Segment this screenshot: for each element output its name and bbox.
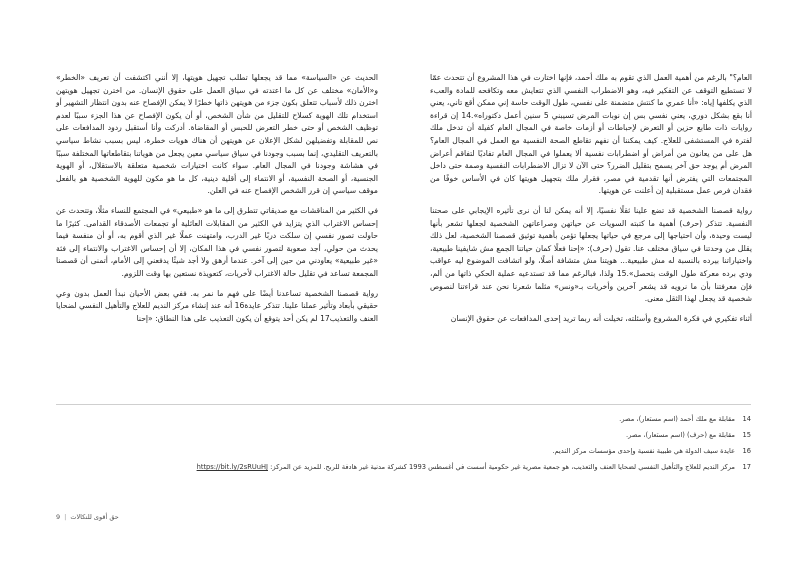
footnote-text: مقابلة مع ملك أحمد (اسم مستعار)، مصر. <box>619 415 735 423</box>
footer-separator: | <box>64 513 67 521</box>
footnote-divider <box>56 404 751 405</box>
right-text-column <box>430 72 752 332</box>
footnote-number: 14 <box>742 415 751 423</box>
footnote-item <box>56 446 751 456</box>
page-footer <box>56 513 119 521</box>
footnote-link[interactable]: https://bit.ly/2sRUuHJ <box>196 463 268 471</box>
footnote-text-body: مركز النديم للعلاج والتأهيل النفسي لضحايا العنف والتعذيب، هو جمعية مصرية غير حكومية أسست في أغسطس 1993 كشركة مدنية غير هادفة للربح. للمزيد عن المركز: <box>270 463 735 471</box>
footnote-text: مقابلة مع (حرف) (اسم مستعار)، مصر. <box>626 431 735 439</box>
footer-title: حق أقوى للنكالات <box>70 513 119 521</box>
page-number: 9 <box>56 513 61 521</box>
paragraph: العام؟" بالرغم من أهمية العمل الذي تقوم به ملك أحمد، فإنها اختارت في هذا المشروع أن تتحدث عمّا لا تستطيع التوقف عن التفكير فيه، وهو الاضطراب النفسي الذي تتعايش معه وتكافحه للمادة والعبء الذي يكلفها إياه: «أنا عمري ما كنتش متضمنة على نفسي، طول الوقت حاسة إني ممكن أقع تاني، يعني أنا بقع بشكل دوري، يعني نفسي بس إن نوبات المرض تسيبني 5 سنين أعمل دكتوراه».14 إن قراءة روايات ذات طابع حزين أو التعرض لإحباطات أو أزمات خاصة في المجال العام كفيلة أن تدخل ملك لفترة في المستشفى للعلاج. كيف يمكننا أن نفهم تقاطع الصحة النفسية مع العمل في المجال العام؟ هل على من يعانون من أمراض أو اضطرابات نفسية ألا يعملوا في المجال العام تفاديًا لتفاقم أعراض المرض أم يوجد حق آخر يسمح بتقليل الضرر؟ حتى الآن لا تزال الاضطرابات النفسية وصمة حتى داخل المجتمعات التي يفترض أنها تقدمية في مصر، فقرار ملك بتجهيل هويتها كان في الأساس خوفًا من فقدان فرص عمل مستقبلية إن أعلنت عن هويتها. <box>430 73 752 196</box>
footnote-item <box>56 414 751 424</box>
paragraph: في الكثير من المناقشات مع صديقاتي تتطرق إلى ما هو «طبيعي» في المجتمع للنساء مثلًا، وتتحدث عن إحساس الاغتراب الذي يتزايد في الكثير من المقابلات العائلية أو تجمعات الأصدقاء القدامى. كثيرًا ما حاولت تصور نفسي إن سلكت دربًا غير الدرب، وامتهنت عملًا غير الذي أقوم به، أو أن منفسة فيما يحدث من حولي، أجد صعوبة لتصور نفسي في هذا المكان، إلا أن إحساس الاغتراب والانتماء إلى فئة «غير طبيعية» يعاودني من حين إلى آخر. عندما أرهق ولا أجد شيئًا يدفعني إلى الأمام، أتمنى أن قصصنا المجمعة تساعد في تقليل حالة الاغتراب لأخريات، كتعويذة نستعين بها وقت اللزوم. <box>56 205 378 278</box>
footnote-number: 15 <box>742 431 751 439</box>
footnote-text <box>56 462 735 472</box>
footnote-number: 16 <box>742 447 751 455</box>
footnotes <box>56 414 751 478</box>
footnote-item <box>56 462 751 472</box>
paragraph: الحديث عن «السياسة» مما قد يجعلها تطلب تجهيل هويتها، إلا أنني اكتشفت أن تعريف «الخطر» و«الأمان» مختلف عن كل ما اعتدته في سياق العمل على حقوق الإنسان. من اخترن تجهيل هويتهن اخترن ذلك لأسباب تتعلق بكون جزء من هويتهن ذاتها خطرًا لا يمكن الإفصاح عنه بدون انتظار التشهير أو استخدام تلك الهوية كسلاح للتقليل من شأن الشخص، أو أن يكون الإفصاح عن هذا الجزء سببًا لعدم توظيف الشخص أو حتى خطر التعرض للحبس أو المقاضاة. أدركت وأنا أستقبل ردود المدافعات على نص للمقابلة وتفضيلهن لشكل الإعلان عن هويتهن أن هناك هويات خطرة، ليس بسبب نشاط سياسي بالتعريف التقليدي، إنما بسبب وجودنا في سياق سياسي معين يجعل من هوياتنا بتقاطعاتها المختلفة سببًا في هشاشة وجودنا في المجال العام. سواء كانت اختيارات شخصية متعلقة بالاستقلال، أو الهوية الجنسية، أو الصحة النفسية، أو الانتماء إلى أقلية دينية، كل ما هو مكون للهوية الشخصية هو بالفعل موقف سياسي إن قرر الشخص الإفصاح عنه في العلن. <box>56 73 378 196</box>
footnote-text: عايدة سيف الدولة هي طبيبة نفسية وإحدى مؤسسات مركز النديم. <box>552 447 735 455</box>
footnote-item <box>56 430 751 440</box>
paragraph: رواية قصصنا الشخصية قد تضع علينا ثقلًا نفسيًا، إلا أنه يمكن لنا أن نرى تأثيره الإيجابي على صحتنا النفسية. تتذكر (حرف) أهمية ما كتبته السويات عن حياتهن وصراعاتهن الشخصية لجعلها تشعر بأنها ليست وحيدة، وأن احتياجها إلى مرجع في حياتها يجعلها تؤمن بأهمية توثيق قصصنا الشخصية، لعل ذلك يقلل من وحدتنا في سياق مختلف عنا. تقول (حرف): «إحنا فعلًا كمان حياتنا الجمع مش شايفينا طبيعية، واختياراتنا بيرده بالنسبة له مش طبيعية... هويتنا مش متشافة أصلًا، ولو اتشافت الموضوع ليه عواقب ودي برده معركة طول الوقت بتحصل».15 ولذا، فبالرغم مما قد تستدعيه عملية الحكي ذاتها من ألم، فإن معرفتنا بأن ما نرويه قد يشعر آخرين وأخريات بـ«ونس» مثلما شعرنا نحن عند قراءتنا لنصوص شخصية قد يجعل لهذا الثقل معنى. <box>430 205 753 304</box>
paragraph: أثناء تفكيري في فكرة المشروع وأسئلته، تخيلت أنه ربما تريد إحدى المدافعات عن حقوق الإنسان <box>450 313 752 323</box>
footnote-number: 17 <box>742 463 751 471</box>
paragraph: رواية قصصنا الشخصية تساعدنا أيضًا على فهم ما نمر به. ففي بعض الأحيان نبدأ العمل بدون وعي حقيقي بأبعاد وتأثير عملنا علينا. تتذكر عايدة16 أنه عند إنشاء مركز النديم للعلاج والتأهيل النفسي لضحايا العنف والتعذيب17 لم يكن أحد يتوقع أن يكون التعذيب على هذا النطاق: «إحنا <box>56 288 378 323</box>
left-text-column <box>56 72 378 332</box>
